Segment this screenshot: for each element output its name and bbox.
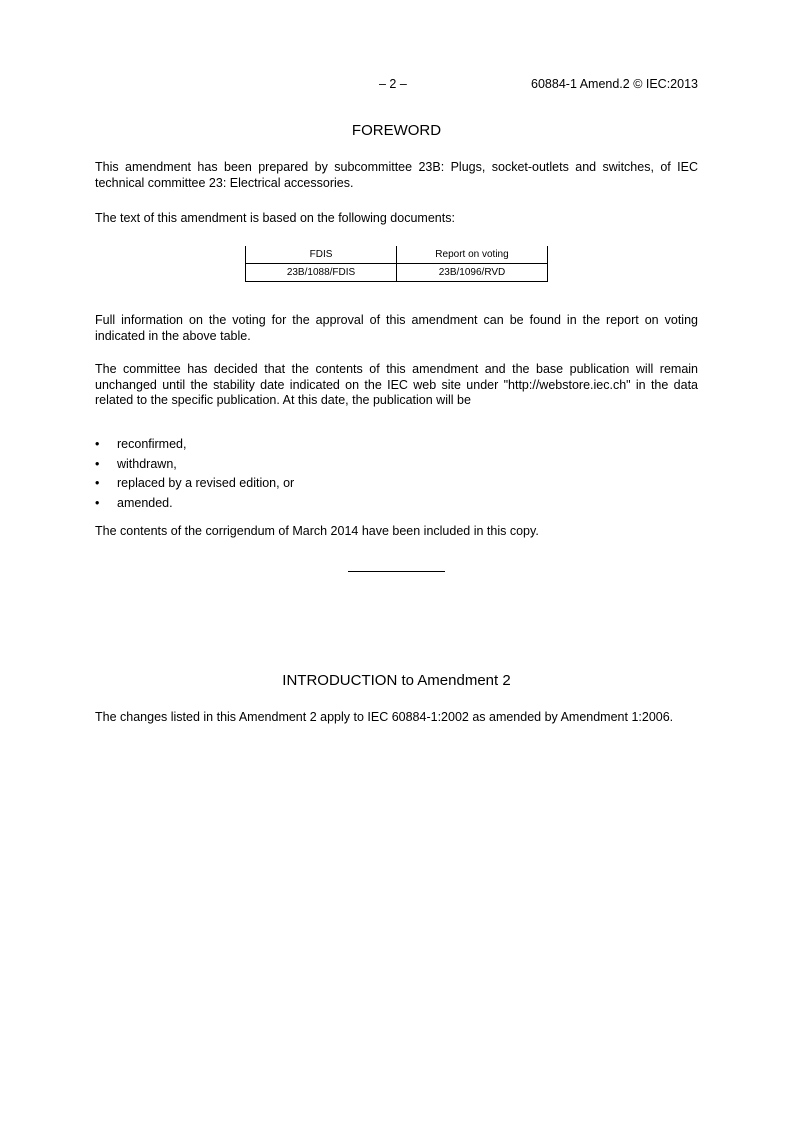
documents-table bbox=[245, 246, 548, 282]
list-item bbox=[95, 457, 698, 477]
bullet-icon: • bbox=[95, 456, 100, 471]
introduction-paragraph-1: The changes listed in this Amendment 2 apply to IEC 60884-1:2002 as amended by Amendment 1:2006. bbox=[95, 710, 674, 724]
table-header-report-on-voting: Report on voting bbox=[397, 246, 548, 264]
foreword-paragraph-1: This amendment has been prepared by subcommittee 23B: Plugs, socket-outlets and switches, of IEC technical committee 23: Electrical accessories. bbox=[95, 160, 698, 190]
list-item-text: reconfirmed, bbox=[117, 437, 187, 451]
bullet-icon: • bbox=[95, 495, 100, 510]
table-cell-fdis: 23B/1088/FDIS bbox=[246, 264, 397, 282]
table-header-fdis: FDIS bbox=[246, 246, 397, 264]
foreword-heading: FOREWORD bbox=[351, 122, 442, 139]
list-item-text: withdrawn, bbox=[117, 456, 177, 471]
foreword-paragraph-5: The contents of the corrigendum of March 2014 have been included in this copy. bbox=[95, 524, 539, 538]
list-item bbox=[95, 476, 698, 496]
section-end-rule bbox=[348, 571, 445, 572]
foreword-paragraph-2: The text of this amendment is based on the following documents: bbox=[95, 211, 455, 225]
document-reference: 60884-1 Amend.2 © IEC:2013 bbox=[531, 77, 698, 91]
foreword-paragraph-4: The committee has decided that the contents of this amendment and the base publication will remain unchanged until the stability date indicated on the IEC web site under "http://webstore.iec.ch" in the data related to the specific publication. At this date, the publication will be bbox=[95, 362, 698, 407]
list-item-text: amended. bbox=[117, 495, 173, 510]
table-row bbox=[246, 264, 548, 282]
bullet-icon: • bbox=[95, 476, 100, 490]
publication-options-list bbox=[95, 437, 698, 515]
bullet-icon: • bbox=[95, 437, 100, 451]
list-item bbox=[95, 437, 698, 457]
list-item-text: replaced by a revised edition, or bbox=[117, 476, 295, 490]
introduction-heading: INTRODUCTION to Amendment 2 bbox=[282, 672, 511, 689]
table-cell-rvd: 23B/1096/RVD bbox=[397, 264, 548, 282]
list-item bbox=[95, 496, 698, 516]
table-header-row bbox=[246, 246, 548, 264]
foreword-paragraph-3: Full information on the voting for the approval of this amendment can be found in the report on voting indicated in the above table. bbox=[95, 313, 698, 343]
page-number: – 2 – bbox=[379, 77, 407, 91]
